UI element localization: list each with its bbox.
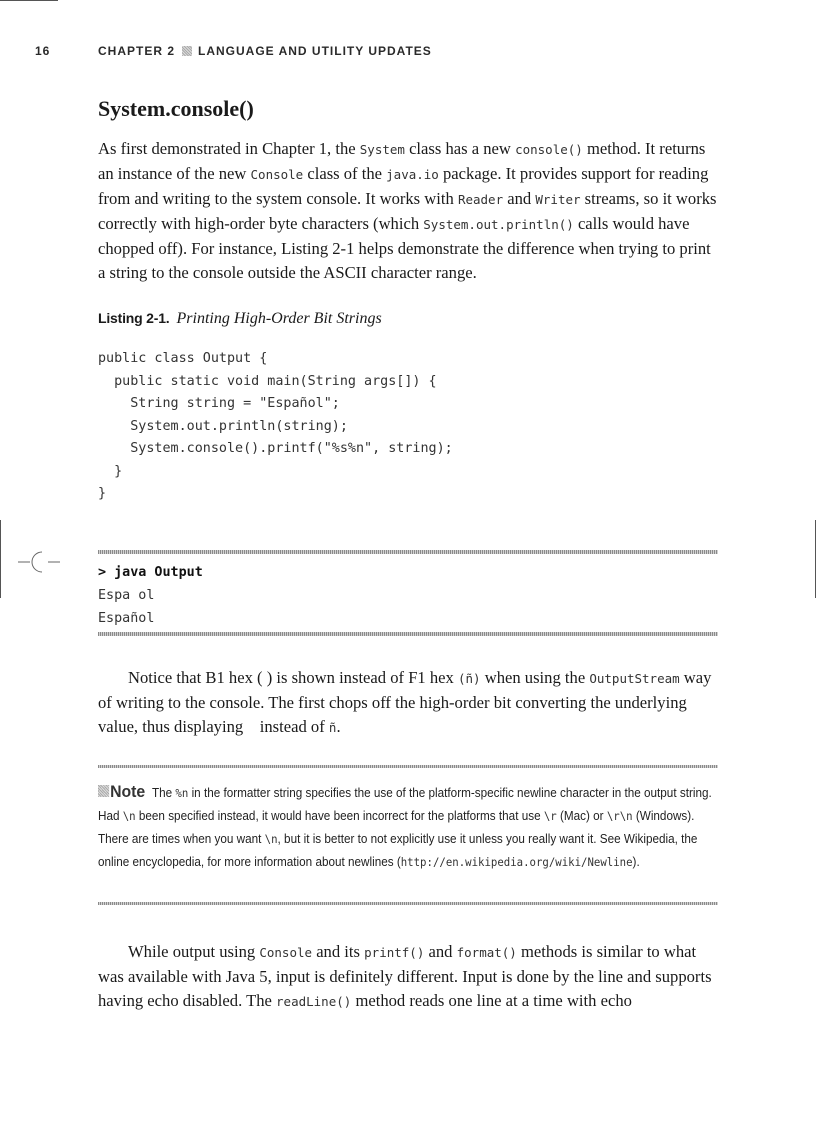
note-top-rule [98,765,718,768]
section-title: System.console() [98,96,254,121]
code-line: public class Output { [98,351,268,366]
paragraph-intro: As first demonstrated in Chapter 1, the System class has a new console() method. It returns an instance of the new Console class of the java.io package. It provides support for reading from and writing to the system console. It works with Reader and Writer streams, so it works correctly with high-order byte characters (which System.out.println() calls would have chopped off). For instance, Listing 2-1 helps demonstrate the difference when trying to print a string to the console outside the ASCII character range. [98,139,717,282]
console-command: > java Output [98,565,203,580]
listing-caption [98,310,382,328]
code-line: System.console().printf("%s%n", string); [98,441,453,456]
crop-mark-left [0,520,1,598]
crop-mark-top [0,0,58,1]
wikipedia-url: http://en.wikipedia.org/wiki/Newline [400,855,633,869]
code-line: } [98,463,123,479]
code-line: System.out.println(string); [98,418,348,434]
note-bottom-rule [98,902,718,905]
console-output [98,561,203,630]
listing-title: Printing High-Order Bit Strings [176,310,382,327]
note-label: Note [110,782,146,801]
square-bullet-icon [98,785,109,797]
registration-mark-icon [14,546,62,578]
console-line: Español [98,611,155,626]
code-line: public static void main(String args[]) { [98,373,437,389]
running-head [35,42,735,60]
page-number: 16 [35,44,51,58]
listing-label: Listing 2-1. [98,310,170,326]
console-bottom-rule [98,632,718,636]
code-listing [98,348,453,506]
note-box: Note The %n in the formatter string specifies the use of the platform-specific newline character in the output string. Had \n been specified instead, it would have been incorrect for the platforms that use \r (Mac) or \r\n (Windows). There are times when you want \n, but it is better to not explicitly use it unless you really want it. See Wikipedia, the online encyclopedia, for more information about newlines (http://en.wikipedia.org/wiki/Newline). [98,782,712,869]
console-line: Espa ol [98,588,155,603]
console-top-rule [98,550,718,554]
chapter-label: CHAPTER 2 [98,44,176,58]
square-bullet-icon [182,46,192,56]
code-line: } [98,486,107,501]
chapter-title: LANGUAGE AND UTILITY UPDATES [198,44,432,58]
code-line: String string = "Español"; [98,396,340,411]
paragraph-input: While output using Console and its printf() and format() methods is similar to what was available with Java 5, input is definitely different. Input is done by the line and supports having echo disabled. The readLine() method reads one line at a time with echo [98,942,712,1010]
paragraph-notice: Notice that B1 hex ( ) is shown instead of F1 hex (ñ) when using the OutputStream way of writing to the console. The first chops off the high-order bit converting the underlying value, thus displaying instead of ñ. [98,668,716,736]
